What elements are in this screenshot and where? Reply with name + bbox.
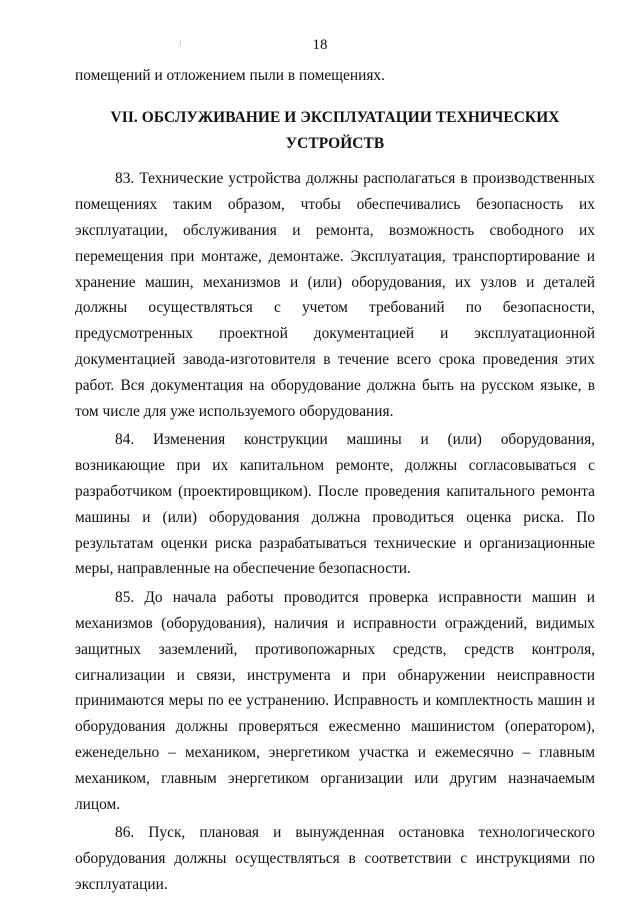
continuation-text: помещений и отложением пыли в помещениях. <box>75 67 385 84</box>
paragraph-85: 85. До начала работы проводится проверка исправности машин и механизмов (оборудования), наличия и исправности ограждений, видимых защитных заземлений, противопожарных средств, средств контроля, сигнализации и связи, инструмента и при обнаружении неисправности принимаются меры по ее устранению. Исправность и комплектность машин и оборудования должны проверяться ежесменно машинистом (оператором), еженедельно – механиком, энергетиком участка и ежемесячно – главным механиком, главным энергетиком организации или другим назначаемым лицом. <box>75 589 595 813</box>
page-number: 18 <box>312 37 328 53</box>
section-heading: VII. ОБСЛУЖИВАНИЕ И ЭКСПЛУАТАЦИИ ТЕХНИЧЕСКИХ УСТРОЙСТВ <box>110 108 560 152</box>
paragraph-83: 83. Технические устройства должны располагаться в производственных помещениях таким образом, чтобы обеспечивались безопасность их эксплуатации, обслуживания и ремонта, возможность свободного их перемещения при монтаже, демонтаже. Эксплуатация, транспортирование и хранение машин, механизмов и (или) оборудования, их узлов и деталей должны осуществляться с учетом требований по безопасности, предусмотренных проектной документацией и эксплуатационной документацией завода-изготовителя в течение всего срока проведения этих работ. Вся документация на оборудование должна быть на русском языке, в том числе для уже используемого оборудования. <box>75 170 595 420</box>
paragraph-86: 86. Пуск, плановая и вынужденная остановка технологического оборудования должны осуществляться в соответствии с инструкциями по эксплуатации. <box>75 824 595 893</box>
paragraph-84: 84. Изменения конструкции машины и (или) оборудования, возникающие при их капитальном ремонте, должны согласовываться с разработчиком (проектировщиком). После проведения капитального ремонта машины и (или) оборудования должна проводиться оценка риска. По результатам оценки риска разрабатываться технические и организационные меры, направленные на обеспечение безопасности. <box>75 431 595 578</box>
document-body <box>75 63 595 898</box>
